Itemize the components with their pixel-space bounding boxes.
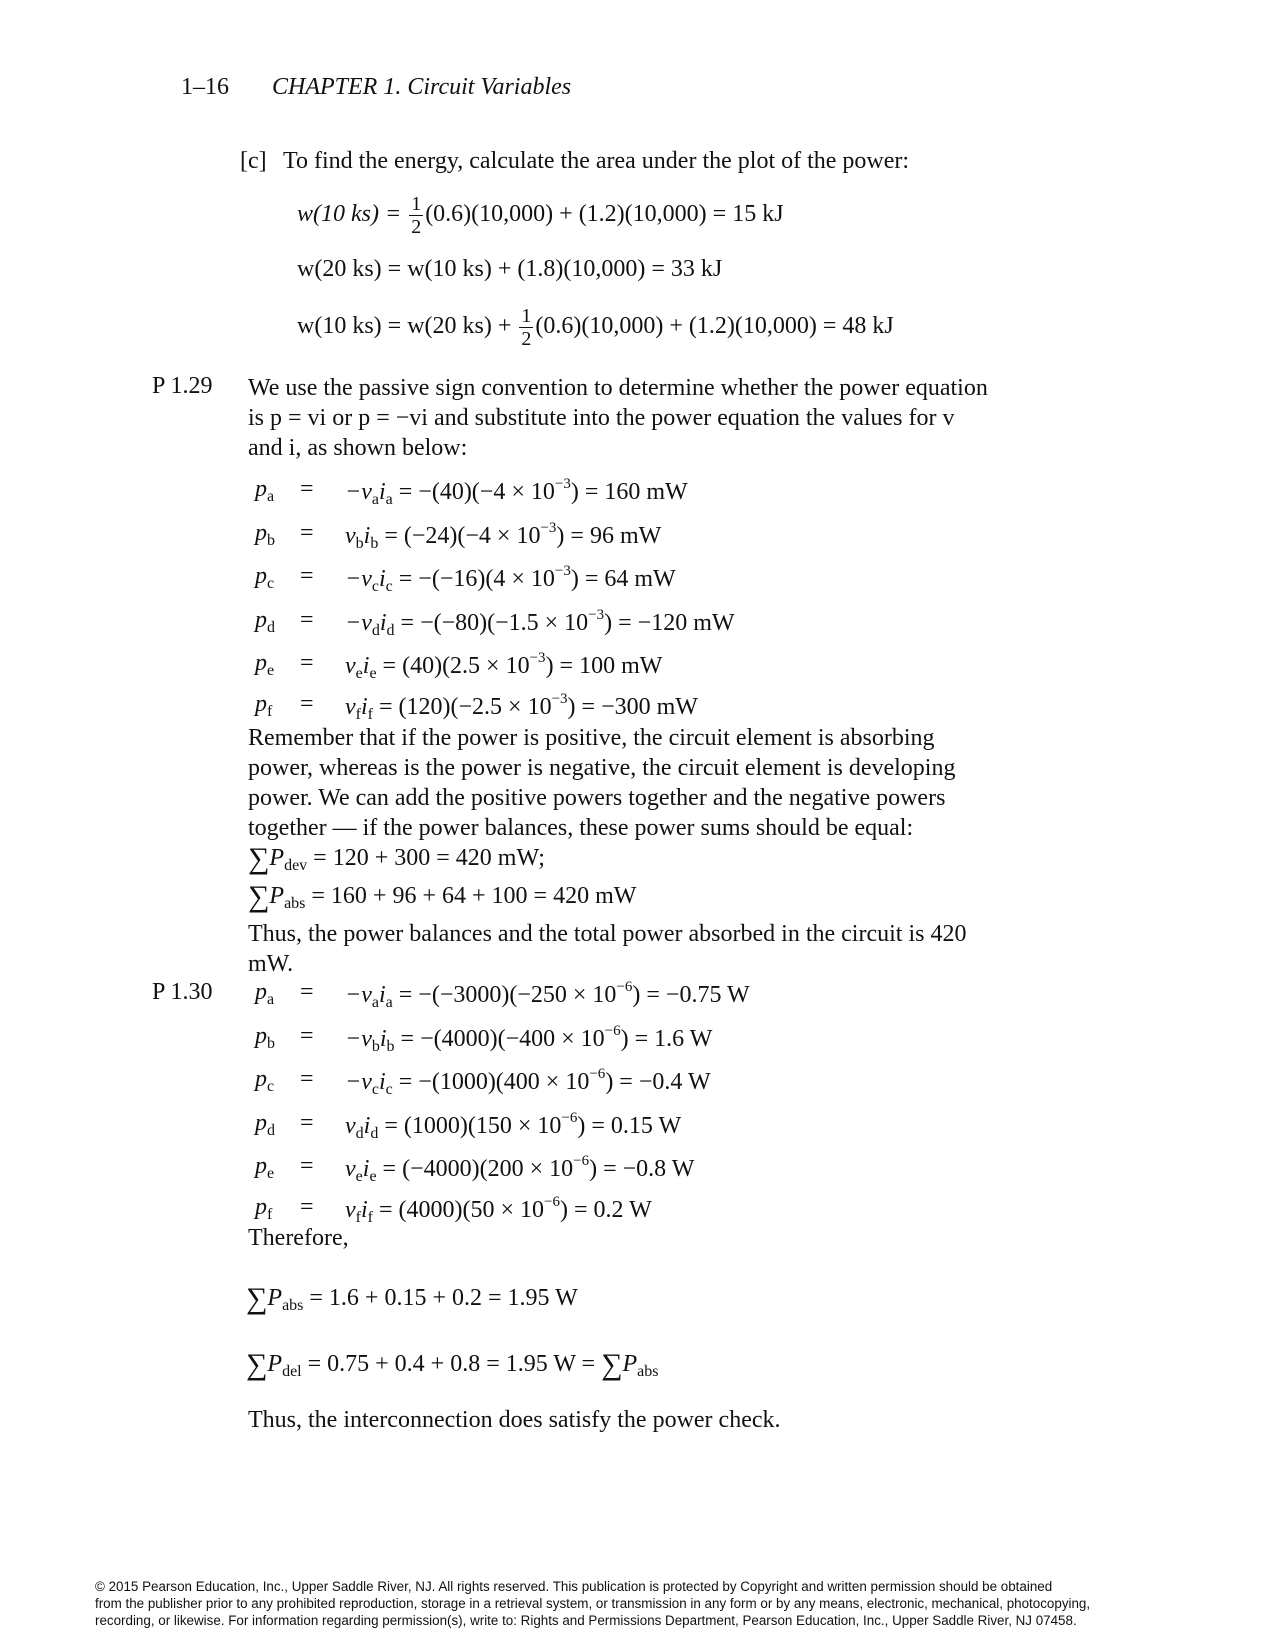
remember-line-2: power, whereas is the power is negative, the circuit element is developing [248,755,956,781]
power-symbol: $p_b$ [255,1022,275,1052]
power-symbol: $p_a$ [255,476,275,505]
footer-line-1: © 2015 Pearson Education, Inc., Upper Saddle River, NJ. All rights reserved. This publication is protected by Copyright and written permission should be obtained [95,1579,1053,1594]
copyright-footer [95,1578,1205,1629]
p129-intro-line-2: is p = vi or p = −vi and substitute into the power equation the values for v [248,405,955,431]
thus-line-1: Thus, the power balances and the total power absorbed in the circuit is 420 [248,921,967,947]
page-number: 1–16 [181,74,229,100]
sum-p-abs: $\sum P_{abs} = 160 + 96 + 64 + 100 = 420$ mW [248,880,637,913]
remember-line-3: power. We can add the positive powers together and the negative powers [248,785,946,811]
equals-sign: = [300,1153,314,1179]
power-expression: $-v_bi_b = -(4000)(-400 \times 10^{-6}) = 1.6$ W [345,1022,713,1055]
p129-intro [248,373,1068,463]
power-symbol: $p_a$ [255,979,275,1008]
power-symbol: $p_b$ [255,519,275,549]
power-expression: $v_di_d = (1000)(150 \times 10^{-6}) = 0.15$ W [345,1109,682,1142]
power-symbol: $p_d$ [255,606,275,636]
equals-sign: = [300,650,314,676]
equals-sign: = [300,519,314,546]
problem-1-30-label: P 1.30 [152,979,213,1005]
power-symbol: $p_e$ [255,650,275,679]
footer-line-2: from the publisher prior to any prohibited reproduction, storage in a retrieval system, or transmission in any form or by any means, electronic, mechanical, photocopying, [95,1596,1091,1611]
equals-sign: = [300,606,314,633]
eq1-half-fraction: $\frac{1}{2}$ [411,193,422,238]
p129-remember [248,723,1068,979]
eq3-rhs: (0.6)(10,000) + (1.2)(10,000) = 48 kJ [535,313,894,340]
equals-sign: = [300,979,314,1005]
power-symbol: $p_f$ [255,690,273,720]
power-symbol: $p_c$ [255,563,275,592]
power-symbol: $p_f$ [255,1193,273,1223]
equals-sign: = [300,476,314,502]
power-expression: $-v_ai_a = -(40)(-4 \times 10^{-3}) = 160$ mW [345,476,688,508]
therefore-text: Therefore, [248,1225,349,1251]
power-symbol: $p_c$ [255,1066,275,1095]
equals-sign: = [300,1022,314,1049]
p129-intro-line-3: and i, as shown below: [248,435,468,461]
power-expression: $-v_ai_a = -(-3000)(-250 \times 10^{-6}) = -0.75$ W [345,979,750,1011]
power-symbol: $p_e$ [255,1153,275,1182]
equals-sign: = [300,563,314,589]
footer-line-3: recording, or likewise. For information regarding permission(s), write to: Rights and Permissions Department, Pearson Education, Inc., Upper Saddle River, NJ 07458. [95,1613,1077,1628]
eq1-rhs: (0.6)(10,000) + (1.2)(10,000) = 15 kJ [425,201,784,228]
energy-eq-2: w(20 ks) = w(10 ks) + (1.8)(10,000) = 33 kJ [297,256,723,282]
power-expression: $v_ei_e = (40)(2.5 \times 10^{-3}) = 100$ mW [345,650,663,682]
thus-line-2: mW. [248,951,294,977]
sum-p-abs-130: $\sum P_{abs} = 1.6 + 0.15 + 0.2 = 1.95$ W [246,1282,578,1315]
power-expression: $-v_ci_c = -(1000)(400 \times 10^{-6}) = -0.4$ W [345,1066,711,1098]
sum-p-del-130: $\sum P_{del} = 0.75 + 0.4 + 0.8 = 1.95$ $W = \sum P_{abs}$ [246,1348,659,1381]
eq3-lhs: w(10 ks) = w(20 ks) + [297,313,512,340]
problem-1-29-label: P 1.29 [152,373,213,399]
energy-eq-1 [297,193,784,238]
power-expression: $-v_di_d = -(-80)(-1.5 \times 10^{-3}) = -120$ mW [345,606,735,639]
part-c-intro: To find the energy, calculate the area under the plot of the power: [283,148,910,174]
energy-eq-3 [297,305,894,350]
power-expression: $v_ei_e = (-4000)(200 \times 10^{-6}) = -0.8$ W [345,1153,695,1185]
equals-sign: = [300,1193,314,1220]
equals-sign: = [300,1109,314,1136]
eq3-half-fraction: $\frac{1}{2}$ [521,305,532,350]
equals-sign: = [300,690,314,717]
sum-p-dev: $\sum P_{dev} = 120 + 300 = 420$ mW; [248,842,545,875]
p129-intro-line-1: We use the passive sign convention to determine whether the power equation [248,375,988,401]
part-c-label: [c] [240,148,267,174]
power-expression: $v_fi_f = (4000)(50 \times 10^{-6}) = 0.2$ W [345,1193,652,1226]
power-expression: $v_bi_b = (-24)(-4 \times 10^{-3}) = 96$ mW [345,519,662,552]
remember-line-4: together — if the power balances, these power sums should be equal: [248,815,914,841]
remember-line-1: Remember that if the power is positive, the circuit element is absorbing [248,725,935,751]
power-symbol: $p_d$ [255,1109,275,1139]
conclusion-text: Thus, the interconnection does satisfy the power check. [248,1407,781,1433]
eq1-lhs: w(10 ks) = [297,201,402,228]
chapter-title: CHAPTER 1. Circuit Variables [272,74,572,100]
equals-sign: = [300,1066,314,1092]
power-expression: $-v_ci_c = -(-16)(4 \times 10^{-3}) = 64$ mW [345,563,676,595]
power-expression: $v_fi_f = (120)(-2.5 \times 10^{-3}) = -300$ mW [345,690,698,723]
